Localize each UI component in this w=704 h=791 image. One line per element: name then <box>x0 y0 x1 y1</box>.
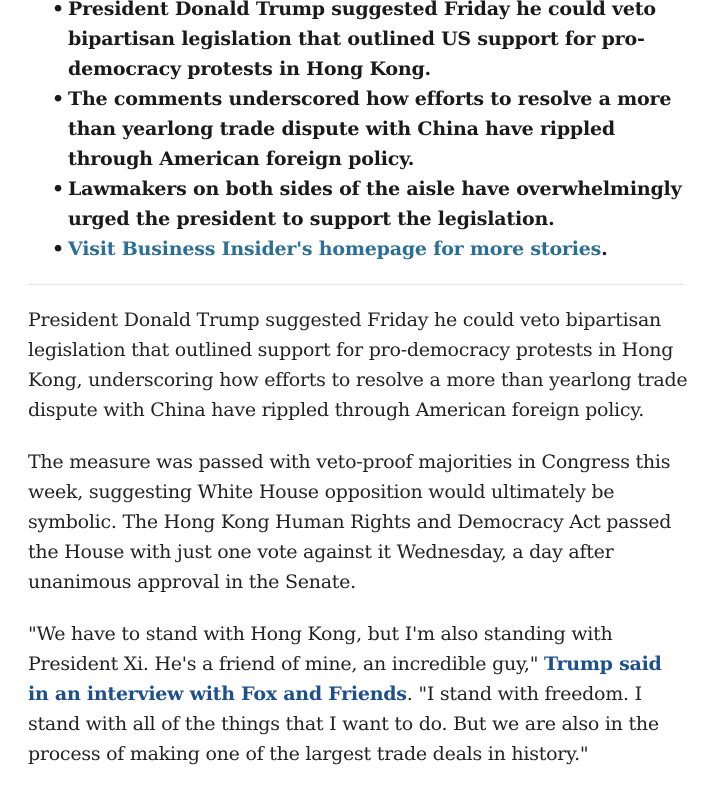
bullet-dot-icon: • <box>52 88 64 110</box>
article-paragraph-1: President Donald Trump suggested Friday he could veto bipartisan legislation that outlined support for pro-democracy protests in Hong Kong, underscoring how efforts to resolve a more than yearlong trade dispute with China have rippled through American foreign policy. <box>28 309 688 421</box>
bullet-dot-icon: • <box>52 238 64 260</box>
key-point-item <box>0 0 704 84</box>
key-point-item <box>0 174 704 234</box>
bullet-dot-icon: • <box>52 178 64 200</box>
quote-text-end: . "I stand with freedom. I stand with all of the things that I want to do. But we are also in the process of making one of the largest trade deals in history." <box>28 683 659 765</box>
key-point-text: Lawmakers on both sides of the aisle have overwhelmingly urged the president to support the legislation. <box>68 178 682 230</box>
section-divider <box>28 284 684 285</box>
homepage-link[interactable]: Visit Business Insider's homepage for more stories <box>68 238 602 260</box>
article-body <box>28 305 688 791</box>
fox-and-friends-interview-link[interactable]: Trump said in an interview with Fox and Friends <box>28 653 662 705</box>
key-point-item-homepage <box>0 234 704 264</box>
key-point-text: The comments underscored how efforts to resolve a more than yearlong trade dispute with China have rippled through American foreign policy. <box>68 88 672 170</box>
key-point-item <box>0 84 704 174</box>
quote-text-start: "We have to stand with Hong Kong, but I'm also standing with President Xi. He's a friend of mine, an incredible guy," <box>28 623 613 675</box>
bullet-dot-icon: • <box>52 0 64 20</box>
key-points-list <box>0 0 704 264</box>
link-suffix: . <box>601 238 608 260</box>
article-paragraph-2: The measure was passed with veto-proof majorities in Congress this week, suggesting White House opposition would ultimately be symbolic. The Hong Kong Human Rights and Democracy Act passed the House with just one vote against it Wednesday, a day after unanimous approval in the Senate. <box>28 451 672 593</box>
key-point-text: President Donald Trump suggested Friday he could veto bipartisan legislation that outlined US support for pro-democracy protests in Hong Kong. <box>68 0 656 80</box>
article-paragraph-3 <box>28 619 688 769</box>
